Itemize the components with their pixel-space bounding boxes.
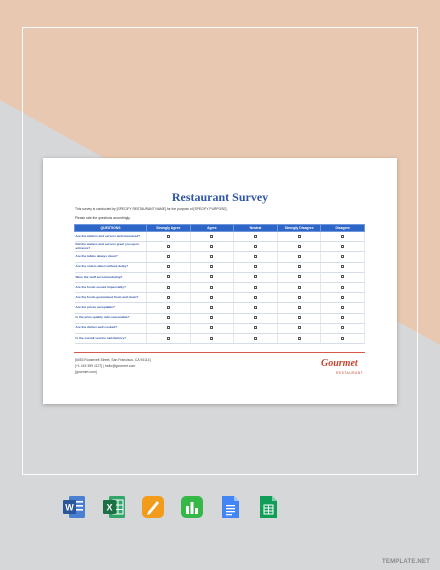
rating-cell <box>277 232 321 242</box>
footer-divider <box>74 352 365 353</box>
rating-checkbox[interactable] <box>167 316 170 319</box>
rating-cell <box>234 282 278 292</box>
rating-checkbox[interactable] <box>341 245 344 248</box>
rating-cell <box>190 232 234 242</box>
rating-cell <box>321 272 365 282</box>
footer-contact: [+1 415 359 1127] | hello@gourmet.com <box>75 364 136 368</box>
rating-cell <box>321 333 365 343</box>
rating-checkbox[interactable] <box>254 296 257 299</box>
table-row <box>75 242 365 252</box>
svg-text:X: X <box>106 502 113 513</box>
table-row <box>75 333 365 343</box>
rating-checkbox[interactable] <box>341 286 344 289</box>
question-cell: Were the staff accommodating? <box>75 272 147 282</box>
question-cell: Are the waiters and servers well mannered? <box>75 232 147 242</box>
column-header: Strongly Agree <box>147 225 191 232</box>
rating-checkbox[interactable] <box>210 275 213 278</box>
rating-cell <box>277 262 321 272</box>
rating-cell <box>277 282 321 292</box>
brand-logo-subtitle: RESTAURANT <box>336 371 364 375</box>
table-row <box>75 262 365 272</box>
rating-cell <box>147 313 191 323</box>
rating-cell <box>190 293 234 303</box>
rating-cell <box>234 323 278 333</box>
rating-checkbox[interactable] <box>210 337 213 340</box>
rating-checkbox[interactable] <box>254 337 257 340</box>
rating-cell <box>321 282 365 292</box>
rating-checkbox[interactable] <box>341 255 344 258</box>
rating-cell <box>277 272 321 282</box>
google-sheets-icon[interactable] <box>256 494 280 520</box>
rating-checkbox[interactable] <box>210 326 213 329</box>
rating-checkbox[interactable] <box>167 275 170 278</box>
table-row <box>75 272 365 282</box>
rating-cell <box>190 303 234 313</box>
rating-checkbox[interactable] <box>210 316 213 319</box>
question-cell: Are the tables always clean? <box>75 252 147 262</box>
rating-cell <box>147 333 191 343</box>
rating-checkbox[interactable] <box>341 296 344 299</box>
rating-cell <box>190 323 234 333</box>
column-header: Agree <box>190 225 234 232</box>
rating-cell <box>190 282 234 292</box>
rating-checkbox[interactable] <box>341 265 344 268</box>
rating-cell <box>147 242 191 252</box>
rating-cell <box>234 293 278 303</box>
table-row <box>75 303 365 313</box>
rating-checkbox[interactable] <box>298 265 301 268</box>
rating-cell <box>147 293 191 303</box>
rating-checkbox[interactable] <box>341 235 344 238</box>
rating-cell <box>234 272 278 282</box>
rating-checkbox[interactable] <box>298 245 301 248</box>
survey-table <box>74 224 365 344</box>
table-row <box>75 323 365 333</box>
column-header: Neutral <box>234 225 278 232</box>
rating-checkbox[interactable] <box>210 265 213 268</box>
rating-cell <box>147 323 191 333</box>
rating-checkbox[interactable] <box>167 337 170 340</box>
rating-checkbox[interactable] <box>167 326 170 329</box>
table-header-row <box>75 225 365 232</box>
google-docs-icon[interactable] <box>218 494 242 520</box>
footer-website: [gourmet.com] <box>75 370 97 374</box>
rating-checkbox[interactable] <box>254 265 257 268</box>
question-cell: Are the foods served impeccably? <box>75 282 147 292</box>
rating-checkbox[interactable] <box>254 235 257 238</box>
rating-cell <box>234 252 278 262</box>
rating-checkbox[interactable] <box>167 296 170 299</box>
rating-checkbox[interactable] <box>167 286 170 289</box>
watermark: TEMPLATE.NET <box>382 559 430 565</box>
rating-cell <box>147 272 191 282</box>
question-cell: Are the foods guaranteed fresh and clean? <box>75 293 147 303</box>
rating-cell <box>147 252 191 262</box>
rating-checkbox[interactable] <box>298 306 301 309</box>
question-cell: Is the overall service satisfactory? <box>75 333 147 343</box>
rating-checkbox[interactable] <box>167 245 170 248</box>
rating-cell <box>277 313 321 323</box>
rating-cell <box>190 252 234 262</box>
rating-checkbox[interactable] <box>341 306 344 309</box>
rating-cell <box>234 242 278 252</box>
column-header: Disagree <box>321 225 365 232</box>
rating-cell <box>234 313 278 323</box>
instruction-text: Please rate the questions accordingly. <box>75 216 131 220</box>
rating-checkbox[interactable] <box>254 306 257 309</box>
rating-checkbox[interactable] <box>254 326 257 329</box>
word-icon[interactable] <box>62 494 86 520</box>
rating-checkbox[interactable] <box>254 245 257 248</box>
rating-checkbox[interactable] <box>167 255 170 258</box>
rating-cell <box>321 323 365 333</box>
rating-cell <box>234 303 278 313</box>
rating-checkbox[interactable] <box>298 316 301 319</box>
table-row <box>75 293 365 303</box>
rating-checkbox[interactable] <box>254 255 257 258</box>
rating-cell <box>321 313 365 323</box>
intro-text: This survey is conducted by [SPECIFY RESTAURANT NAME] for the purpose of [SPECIFY PURPOSE]. <box>75 207 228 211</box>
rating-cell <box>234 262 278 272</box>
rating-cell <box>321 293 365 303</box>
rating-cell <box>277 333 321 343</box>
rating-cell <box>147 232 191 242</box>
rating-cell <box>190 272 234 282</box>
question-cell: Are the prices acceptable? <box>75 303 147 313</box>
rating-cell <box>277 303 321 313</box>
survey-document <box>43 158 397 404</box>
rating-cell <box>190 242 234 252</box>
rating-checkbox[interactable] <box>167 235 170 238</box>
rating-cell <box>321 303 365 313</box>
rating-checkbox[interactable] <box>210 286 213 289</box>
table-row <box>75 252 365 262</box>
pages-icon[interactable] <box>141 494 165 520</box>
rating-cell <box>277 252 321 262</box>
rating-checkbox[interactable] <box>254 286 257 289</box>
question-cell: Are the dishes well cooked? <box>75 323 147 333</box>
rating-checkbox[interactable] <box>254 316 257 319</box>
rating-checkbox[interactable] <box>298 286 301 289</box>
rating-cell <box>147 303 191 313</box>
rating-cell <box>190 313 234 323</box>
rating-cell <box>234 333 278 343</box>
question-cell: Did the waiters and servers greet you upon entrance? <box>75 242 147 252</box>
rating-checkbox[interactable] <box>341 316 344 319</box>
rating-cell <box>321 252 365 262</box>
rating-checkbox[interactable] <box>298 326 301 329</box>
rating-cell <box>321 232 365 242</box>
question-cell: Are the orders taken without delay? <box>75 262 147 272</box>
footer-address: [6053 Roosevelt Street, San Francisco, CA 94114] <box>75 358 151 362</box>
document-title: Restaurant Survey <box>171 190 269 204</box>
rating-cell <box>147 262 191 272</box>
rating-cell <box>277 293 321 303</box>
rating-checkbox[interactable] <box>210 306 213 309</box>
excel-icon[interactable] <box>102 494 126 520</box>
rating-checkbox[interactable] <box>210 245 213 248</box>
rating-cell <box>147 282 191 292</box>
rating-cell <box>277 323 321 333</box>
rating-checkbox[interactable] <box>298 337 301 340</box>
rating-checkbox[interactable] <box>341 337 344 340</box>
rating-checkbox[interactable] <box>210 255 213 258</box>
rating-checkbox[interactable] <box>341 326 344 329</box>
column-header: QUESTIONS <box>75 225 147 232</box>
rating-cell <box>277 242 321 252</box>
rating-checkbox[interactable] <box>210 235 213 238</box>
svg-text:W: W <box>65 502 74 513</box>
rating-checkbox[interactable] <box>298 235 301 238</box>
rating-cell <box>321 262 365 272</box>
rating-checkbox[interactable] <box>210 296 213 299</box>
table-row <box>75 232 365 242</box>
rating-cell <box>190 262 234 272</box>
rating-cell <box>321 242 365 252</box>
rating-cell <box>190 333 234 343</box>
rating-checkbox[interactable] <box>298 275 301 278</box>
rating-cell <box>234 232 278 242</box>
rating-checkbox[interactable] <box>298 255 301 258</box>
rating-checkbox[interactable] <box>167 265 170 268</box>
rating-checkbox[interactable] <box>341 275 344 278</box>
brand-logo: Gourmet <box>321 358 358 369</box>
rating-checkbox[interactable] <box>298 296 301 299</box>
rating-checkbox[interactable] <box>167 306 170 309</box>
rating-checkbox[interactable] <box>254 275 257 278</box>
table-row <box>75 313 365 323</box>
numbers-icon[interactable] <box>180 494 204 520</box>
question-cell: Is the price-quality ratio reasonable? <box>75 313 147 323</box>
column-header: Strongly Disagree <box>277 225 321 232</box>
table-row <box>75 282 365 292</box>
